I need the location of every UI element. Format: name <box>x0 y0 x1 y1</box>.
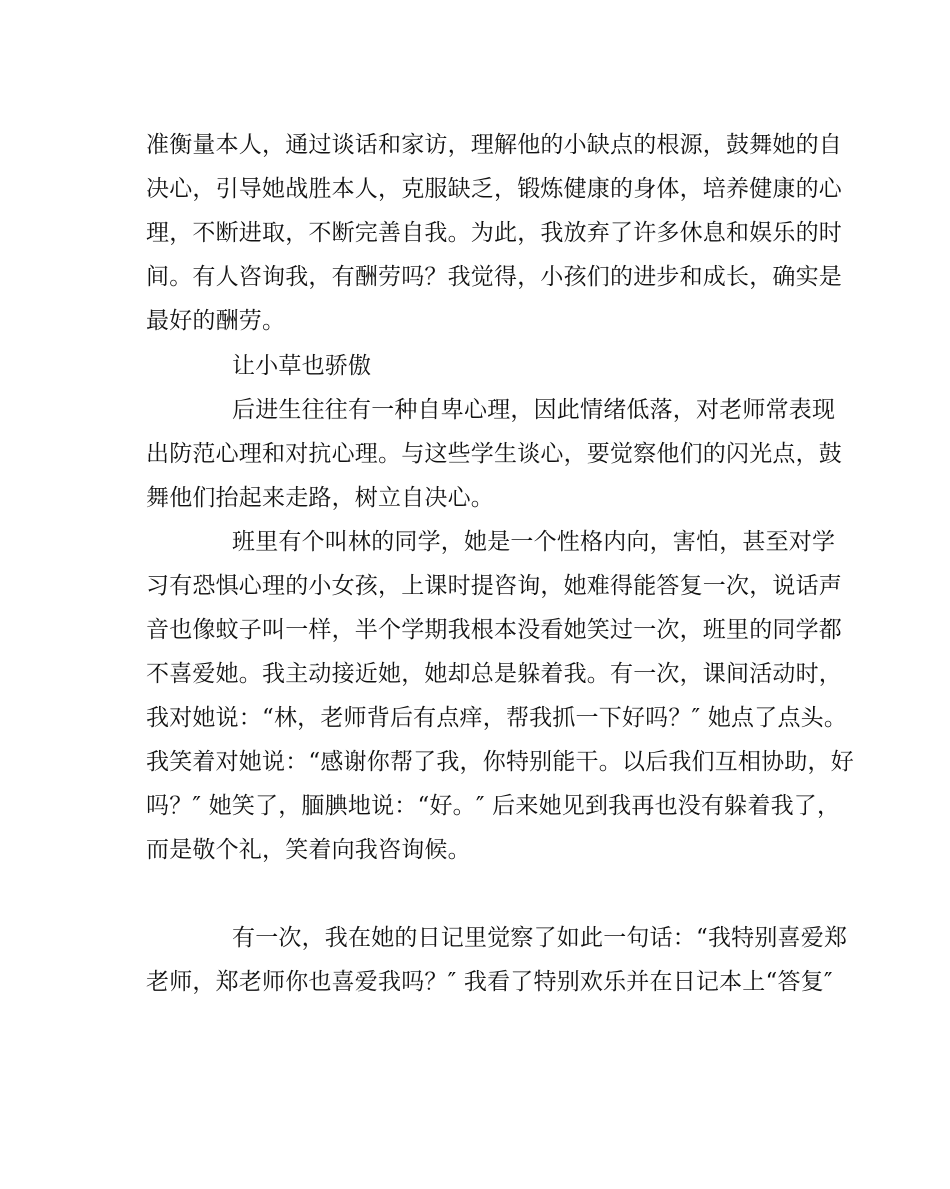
paragraph-line: 后进生往往有一种自卑心理，因此情绪低落，对老师常表现 <box>232 397 836 423</box>
paragraph-line: 吗？″ 她笑了，腼腆地说：“好。″ 后来她见到我再也没有躲着我了， <box>146 793 841 819</box>
paragraph-line: 最好的酬劳。 <box>146 308 286 334</box>
paragraph-line: 音也像蚊子叫一样，半个学期我根本没看她笑过一次，班里的同学都 <box>146 617 842 643</box>
paragraph-line: 而是敬个礼，笑着向我咨询候。 <box>146 837 471 863</box>
paragraph-line: 间。有人咨询我，有酬劳吗？我觉得，小孩们的进步和成长，确实是 <box>146 264 842 290</box>
section-heading: 让小草也骄傲 <box>232 353 372 379</box>
paragraph-line: 理，不断进取，不断完善自我。为此，我放弃了许多休息和娱乐的时 <box>146 220 842 246</box>
paragraph-line: 我笑着对她说：“感谢你帮了我，你特别能干。以后我们互相协助，好 <box>146 749 854 775</box>
paragraph-line: 舞他们抬起来走路，树立自决心。 <box>146 485 494 511</box>
paragraph-line: 班里有个叫林的同学，她是一个性格内向，害怕，甚至对学 <box>232 529 836 555</box>
paragraph-line: 我对她说：“林，老师背后有点痒，帮我抓一下好吗？″ 她点了点头。 <box>146 705 848 731</box>
paragraph-line: 决心，引导她战胜本人，克服缺乏，锻炼健康的身体，培养健康的心 <box>146 176 842 202</box>
paragraph-line: 习有恐惧心理的小女孩，上课时提咨询，她难得能答复一次，说话声 <box>146 573 842 599</box>
paragraph-line: 准衡量本人，通过谈话和家访，理解他的小缺点的根源，鼓舞她的自 <box>146 132 842 158</box>
paragraph-line: 出防范心理和对抗心理。与这些学生谈心，要觉察他们的闪光点，鼓 <box>146 441 842 467</box>
paragraph-line: 不喜爱她。我主动接近她，她却总是躲着我。有一次，课间活动时， <box>146 661 842 687</box>
paragraph-line: 有一次，我在她的日记里觉察了如此一句话：“我特别喜爱郑 <box>232 925 848 951</box>
paragraph-line: 老师，郑老师你也喜爱我吗？″ 我看了特别欢乐并在日记本上“答复″ <box>146 969 833 995</box>
